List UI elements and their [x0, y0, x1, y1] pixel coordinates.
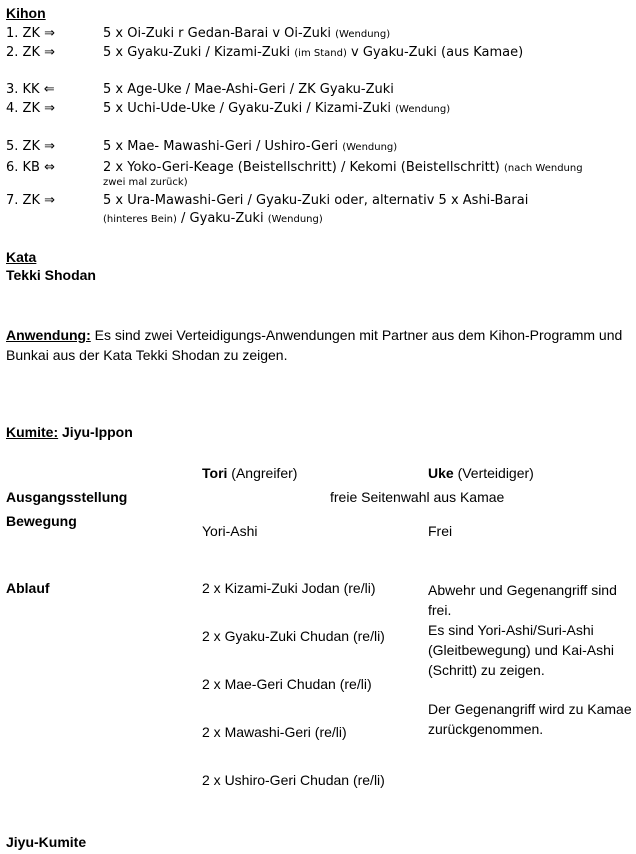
bewegung-tori: Yori-Ashi: [202, 523, 258, 539]
ablauf-uke-text-2: Es sind Yori-Ashi/Suri-Ashi (Gleitbewegung) und Kai-Ashi (Schritt) zu zeigen.: [428, 622, 614, 678]
kihon-row-continuation: (hinteres Bein) / Gyaku-Zuki (Wendung): [103, 211, 323, 226]
kihon-row-label: 1. ZK ⇒: [6, 26, 55, 41]
kumite-heading: Kumite: Jiyu-Ippon: [6, 424, 133, 440]
kata-name: Tekki Shodan: [6, 267, 96, 283]
kihon-row-text: 5 x Ura-Mawashi-Geri / Gyaku-Zuki oder, alternativ 5 x Ashi-Barai: [103, 193, 529, 208]
kihon-row-label: 7. ZK ⇒: [6, 193, 55, 208]
kihon-row-continuation: zwei mal zurück): [103, 177, 188, 188]
kata-heading: Kata: [6, 249, 37, 265]
ablauf-tori-item: 2 x Ushiro-Geri Chudan (re/li): [202, 772, 385, 788]
kihon-row-text: 5 x Age-Uke / Mae-Ashi-Geri / ZK Gyaku-Zuki: [103, 82, 394, 97]
kihon-row-text: 5 x Gyaku-Zuki / Kizami-Zuki (im Stand) v Gyaku-Zuki (aus Kamae): [103, 45, 524, 60]
jiyu-kumite-heading: Jiyu-Kumite: [6, 834, 87, 850]
kihon-row-label: 4. ZK ⇒: [6, 101, 55, 116]
tori-header: Tori (Angreifer): [202, 465, 298, 481]
ablauf-tori-item: 2 x Mawashi-Geri (re/li): [202, 724, 347, 740]
kihon-row-label: 5. ZK ⇒: [6, 139, 55, 154]
kihon-row-text: 5 x Mae- Mawashi-Geri / Ushiro-Geri (Wendung): [103, 139, 398, 154]
anwendung-paragraph: Anwendung: Es sind zwei Verteidigungs-Anwendungen mit Partner aus dem Kihon-Programm und Bunkai aus der Kata Tekki Shodan zu zeigen.: [6, 327, 623, 363]
ablauf-tori-item: 2 x Kizami-Zuki Jodan (re/li): [202, 580, 376, 596]
kihon-row-text: 5 x Oi-Zuki r Gedan-Barai v Oi-Zuki (Wendung): [103, 26, 391, 41]
kihon-row-text: 5 x Uchi-Ude-Uke / Gyaku-Zuki / Kizami-Zuki (Wendung): [103, 101, 451, 116]
kihon-row-text: 2 x Yoko-Geri-Keage (Beistellschritt) / Kekomi (Beistellschritt) (nach Wendung: [103, 160, 583, 175]
ausgangsstellung-value: freie Seitenwahl aus Kamae: [330, 489, 505, 505]
ablauf-tori-item: 2 x Mae-Geri Chudan (re/li): [202, 676, 372, 692]
kihon-row-label: 3. KK ⇐: [6, 82, 55, 97]
bewegung-label: Bewegung: [6, 513, 77, 529]
ablauf-label: Ablauf: [6, 580, 50, 596]
ausgangsstellung-label: Ausgangsstellung: [6, 489, 128, 505]
ablauf-uke-text-1: Abwehr und Gegenangriff sind frei.: [428, 582, 617, 618]
bewegung-uke: Frei: [428, 523, 453, 539]
kihon-heading: Kihon: [6, 5, 46, 21]
kihon-row-label: 6. KB ⇔: [6, 160, 56, 175]
kihon-row-label: 2. ZK ⇒: [6, 45, 55, 60]
ablauf-uke-text-3: Der Gegenangriff wird zu Kamae zurückgenommen.: [428, 701, 632, 737]
ablauf-tori-item: 2 x Gyaku-Zuki Chudan (re/li): [202, 628, 385, 644]
uke-header: Uke (Verteidiger): [428, 465, 534, 481]
